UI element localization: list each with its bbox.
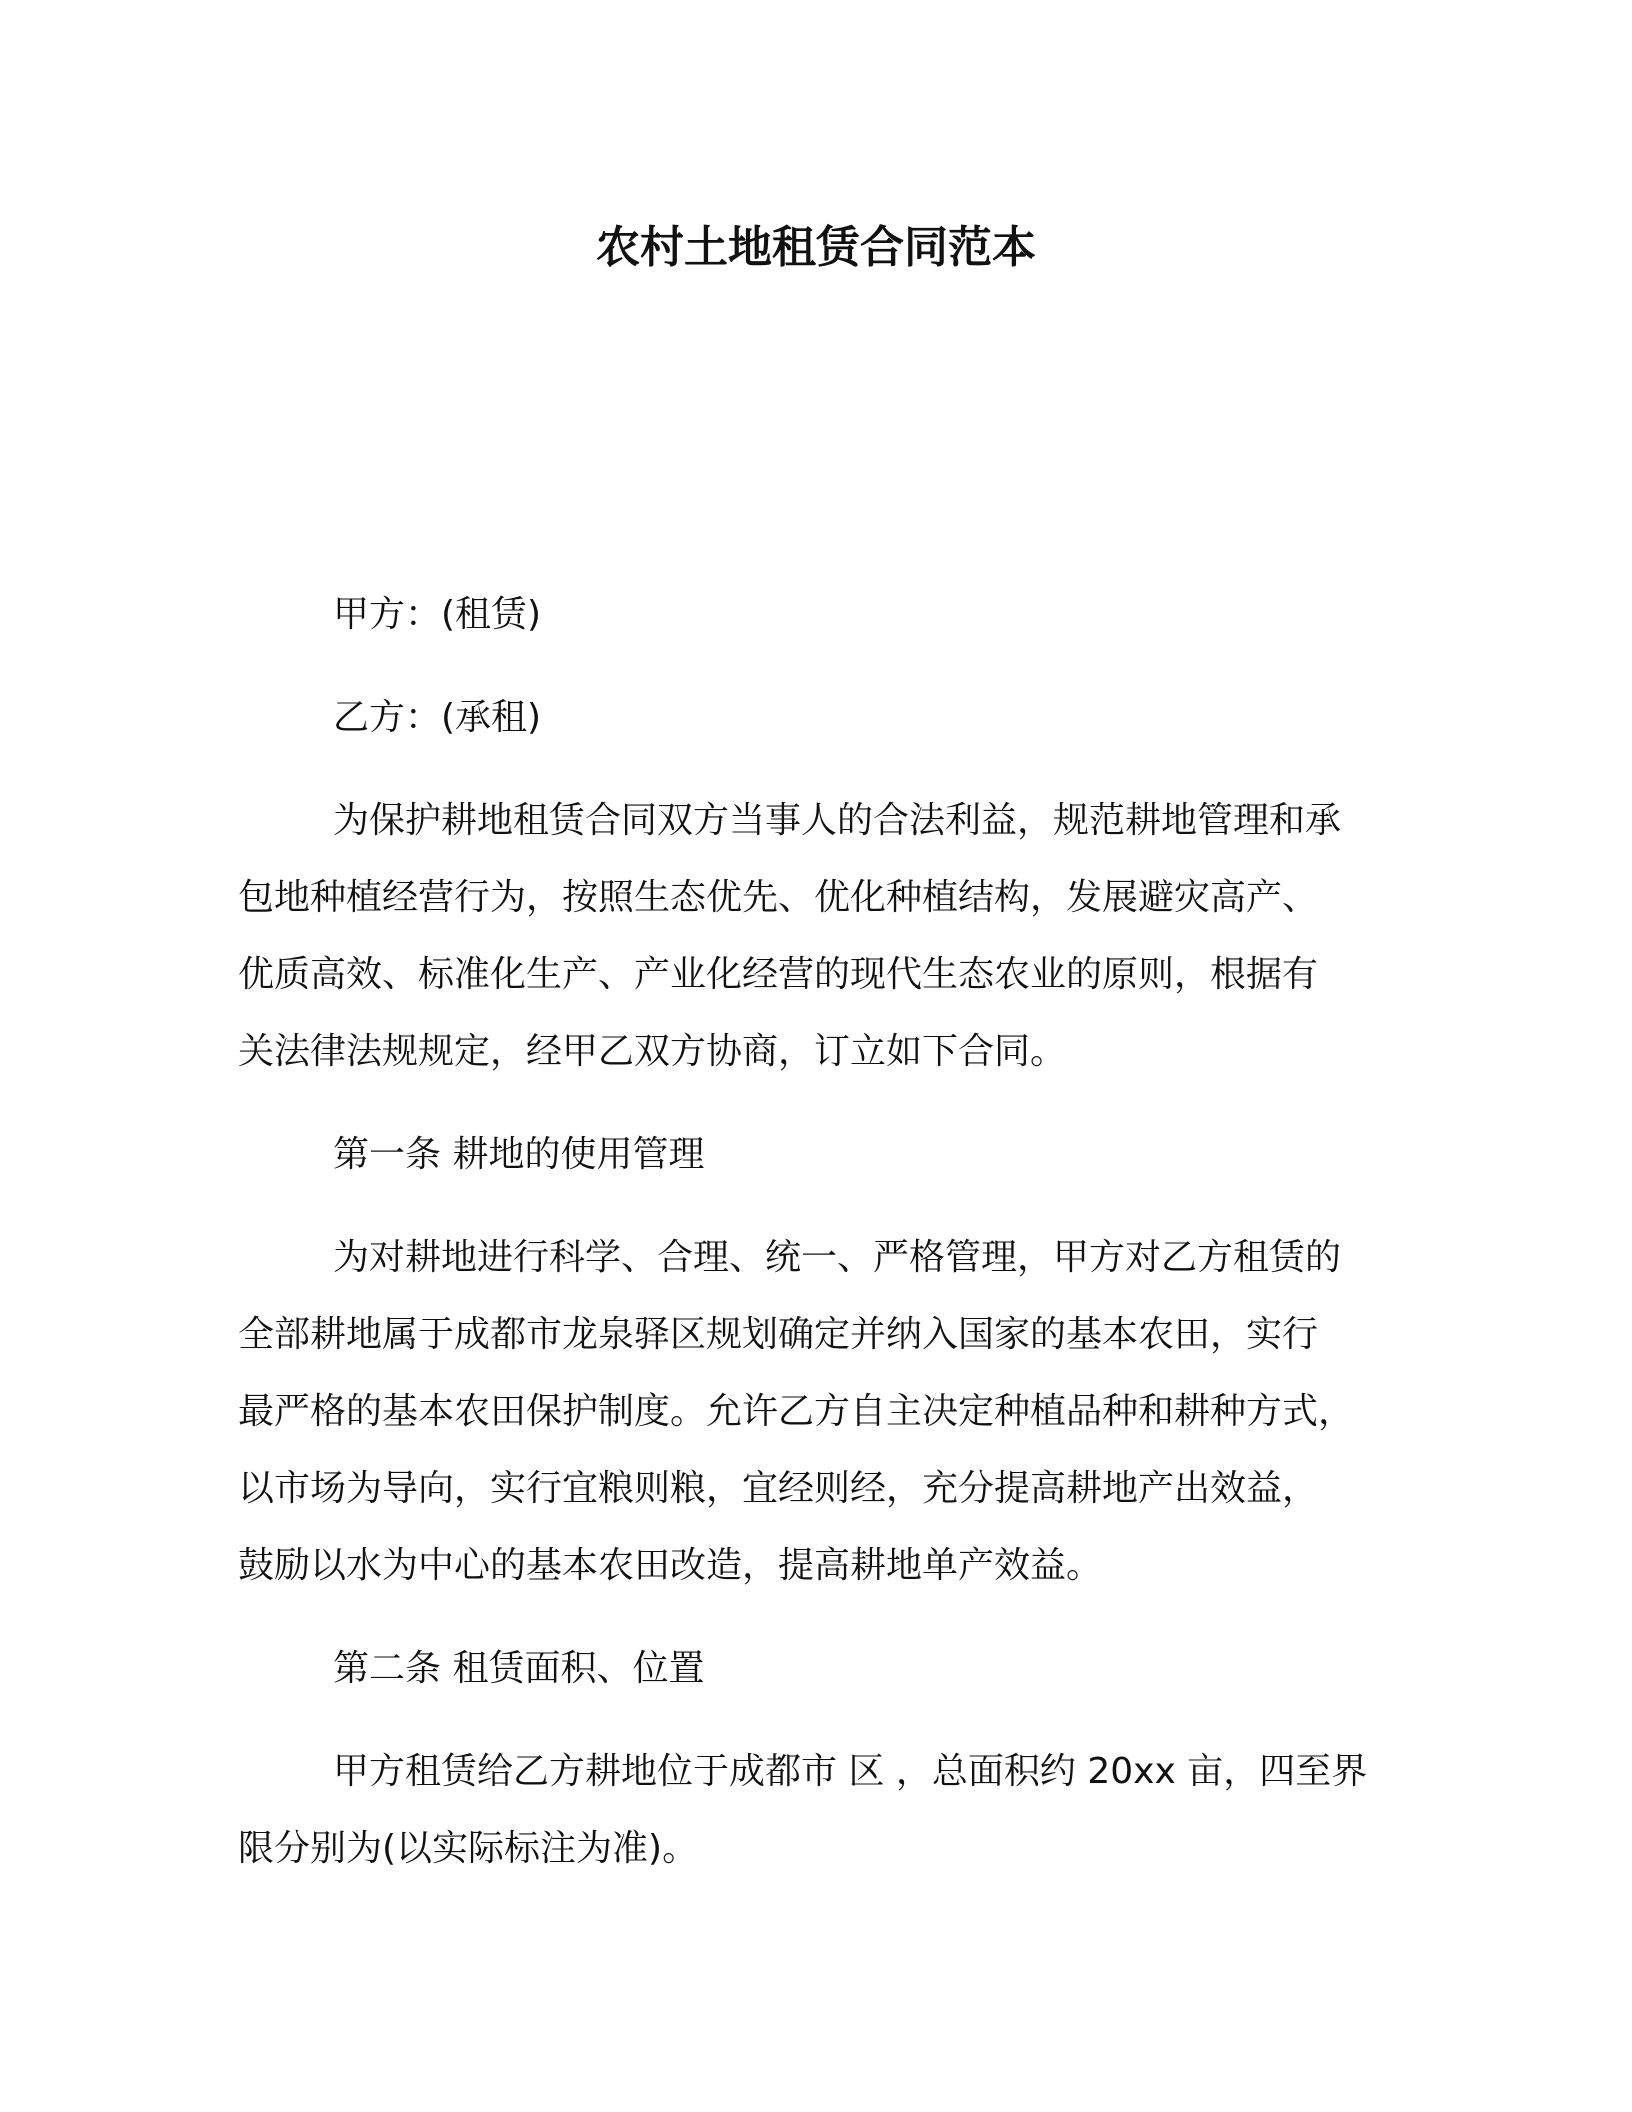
party-a-line: 甲方：(租赁) (333, 594, 542, 635)
preamble-line: 关法律法规规定，经甲乙双方协商，订立如下合同。 (238, 1031, 1067, 1072)
article-1-heading: 第一条 耕地的使用管理 (333, 1134, 705, 1175)
article-2-line: 限分别为(以实际标注为准)。 (238, 1828, 699, 1869)
article-2-line: 甲方租赁给乙方耕地位于成都市 区 ，总面积约 20xx 亩，四至界 (333, 1751, 1368, 1792)
document-title: 农村土地租赁合同范本 (596, 222, 1036, 273)
preamble-line: 优质高效、标准化生产、产业化经营的现代生态农业的原则，根据有 (238, 954, 1319, 995)
preamble-line: 为保护耕地租赁合同双方当事人的合法利益，规范耕地管理和承 (333, 800, 1342, 841)
party-b-line: 乙方：(承租) (333, 697, 542, 738)
article-1-line: 鼓励以水为中心的基本农田改造，提高耕地单产效益。 (238, 1545, 1103, 1586)
article-1-line: 为对耕地进行科学、合理、统一、严格管理，甲方对乙方租赁的 (333, 1237, 1342, 1278)
article-1-line: 全部耕地属于成都市龙泉驿区规划确定并纳入国家的基本农田，实行 (238, 1314, 1319, 1355)
article-2-heading: 第二条 租赁面积、位置 (333, 1648, 705, 1689)
preamble-line: 包地种植经营行为，按照生态优先、优化种植结构，发展避灾高产、 (238, 877, 1319, 918)
article-1-line: 以市场为导向，实行宜粮则粮，宜经则经，充分提高耕地产出效益， (238, 1468, 1319, 1509)
article-1-line: 最严格的基本农田保护制度。允许乙方自主决定种植品种和耕种方式， (238, 1391, 1355, 1432)
